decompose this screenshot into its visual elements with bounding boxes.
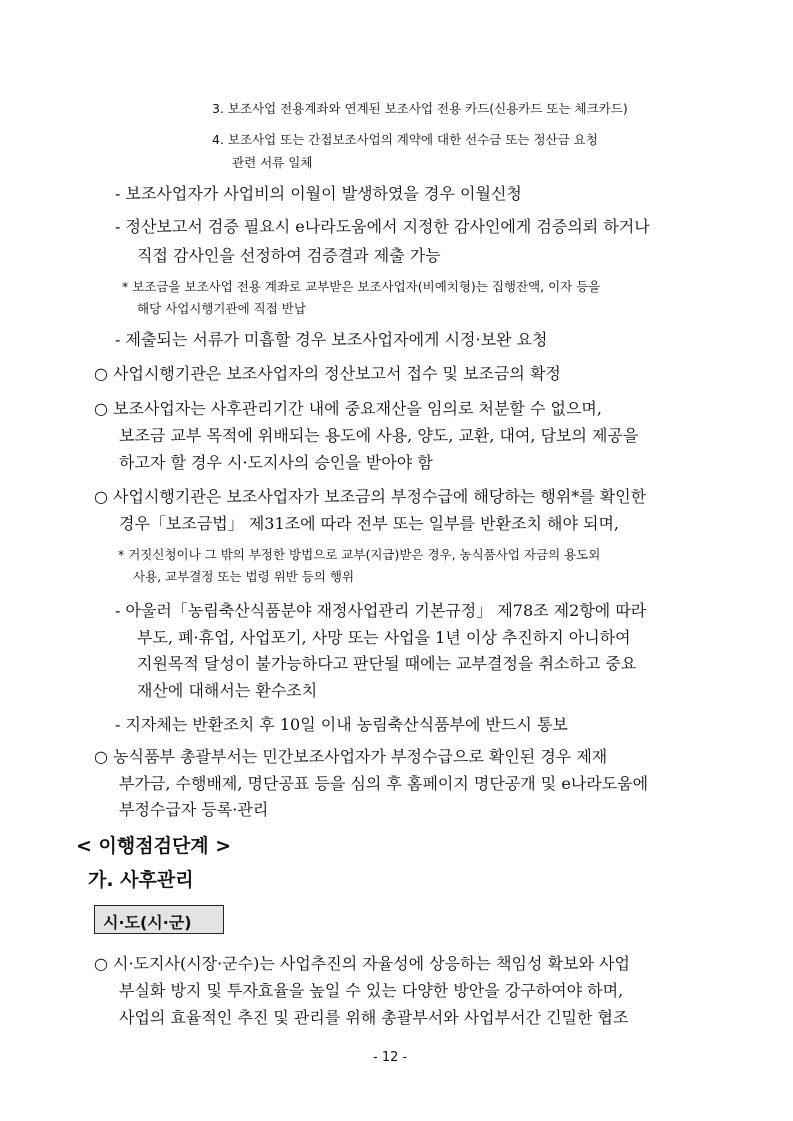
dash-item-continued: 부도, 폐·휴업, 사업포기, 사망 또는 사업을 1년 이상 추진하지 아니하여 [137,628,631,647]
footnote-continued: 사용, 교부결정 또는 법령 위반 등의 행위 [133,569,355,584]
bullet-item-continued: 부정수급자 등록·관리 [119,800,269,819]
section-label-text: 시·도(시·군) [103,913,192,932]
list-item-4: 4. 보조사업 또는 간접보조사업의 계약에 대한 선수금 또는 정산금 요청 [212,132,598,147]
subsection-heading: 가. 사후관리 [88,869,194,891]
dash-item: - 제출되는 서류가 미흡할 경우 보조사업자에게 시정·보완 요청 [115,330,548,349]
list-item-4-continued: 관련 서류 일체 [232,155,313,170]
dash-item-continued: 직접 감사인을 선정하여 검증결과 제출 가능 [137,246,441,265]
bullet-item-continued: 부실화 방지 및 투자효율을 높일 수 있는 다양한 방안을 강구하여야 하며, [119,981,624,1000]
page-number: - 12 - [373,1050,408,1065]
dash-item: - 보조사업자가 사업비의 이월이 발생하였을 경우 이월신청 [115,184,522,203]
list-item-3: 3. 보조사업 전용계좌와 연계된 보조사업 전용 카드(신용카드 또는 체크카드) [212,101,628,116]
bullet-item-continued: 사업의 효율적인 추진 및 관리를 위해 총괄부서와 사업부서간 긴밀한 협조 [119,1008,629,1027]
dash-item: - 정산보고서 검증 필요시 e나라도움에서 지정한 감사인에게 검증의뢰 하거나 [115,217,650,236]
footnote: * 보조금을 보조사업 전용 계좌로 교부받은 보조사업자(비예치형)는 집행잔액, 이자 등을 [122,279,601,294]
bullet-item-continued: 부가금, 수행배제, 명단공표 등을 심의 후 홈페이지 명단공개 및 e나라도움에 [119,774,649,793]
bullet-item: ○ 시·도지사(시장·군수)는 사업추진의 자율성에 상응하는 책임성 확보와 사업 [94,954,630,973]
bullet-item: ○ 농식품부 총괄부서는 민간보조사업자가 부정수급으로 확인된 경우 제재 [94,747,608,766]
bullet-item: ○ 사업시행기관은 보조사업자의 정산보고서 접수 및 보조금의 확정 [94,364,561,383]
bullet-item: ○ 사업시행기관은 보조사업자가 보조금의 부정수급에 해당하는 행위*를 확인한 [94,487,647,506]
bullet-item-continued: 하고자 할 경우 시·도지사의 승인을 받아야 함 [119,453,433,472]
dash-item-continued: 지원목적 달성이 불가능하다고 판단될 때에는 교부결정을 취소하고 중요 [137,654,637,673]
footnote: * 거짓신청이나 그 밖의 부정한 방법으로 교부(지급)받은 경우, 농식품사업 자금의 용도외 [118,547,601,562]
dash-item: - 지자체는 반환조치 후 10일 이내 농림축산식품부에 반드시 통보 [115,715,568,734]
dash-item-continued: 재산에 대해서는 환수조치 [137,681,318,700]
section-heading: < 이행점검단계 > [76,835,232,857]
bullet-item-continued: 경우「보조금법」 제31조에 따라 전부 또는 일부를 반환조치 해야 되며, [119,514,619,533]
section-label-box [94,905,224,934]
footnote-continued: 해당 사업시행기관에 직접 반납 [137,301,306,316]
bullet-item-continued: 보조금 교부 목적에 위배되는 용도에 사용, 양도, 교환, 대여, 담보의 제공을 [119,426,639,445]
dash-item: - 아울러「농림축산식품분야 재정사업관리 기본규정」 제78조 제2항에 따라 [115,601,647,620]
bullet-item: ○ 보조사업자는 사후관리기간 내에 중요재산을 임의로 처분할 수 없으며, [94,399,602,418]
